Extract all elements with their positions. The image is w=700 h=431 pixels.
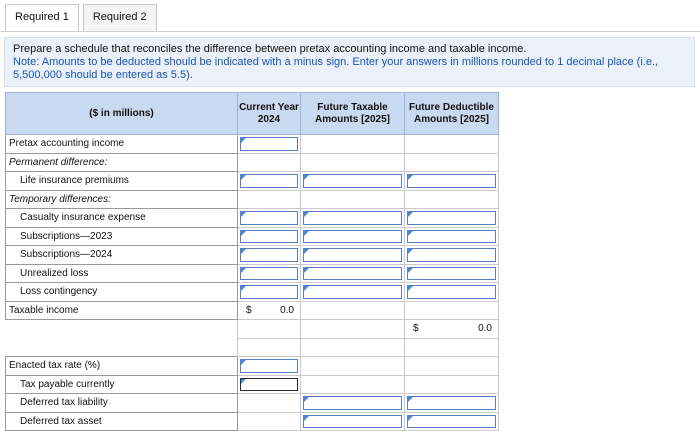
input-dta-taxable[interactable] xyxy=(303,415,402,429)
input-sub2023-taxable[interactable] xyxy=(303,230,402,244)
row-temporary xyxy=(6,190,499,209)
input-unrealized-taxable[interactable] xyxy=(303,267,402,281)
tab-required-2[interactable]: Required 2 xyxy=(83,4,157,31)
input-casualty-taxable[interactable] xyxy=(303,211,402,225)
label-sub2023: Subscriptions—2023 xyxy=(6,227,238,246)
input-payable-current[interactable] xyxy=(240,378,298,392)
label-life: Life insurance premiums xyxy=(6,172,238,191)
input-sub2023-deductible[interactable] xyxy=(407,230,496,244)
input-sub2024-taxable[interactable] xyxy=(303,248,402,262)
input-pretax-current[interactable] xyxy=(240,137,298,151)
input-sub2024-deductible[interactable] xyxy=(407,248,496,262)
row-spacer xyxy=(6,338,499,357)
row-payable xyxy=(6,375,499,394)
input-loss-current[interactable] xyxy=(240,285,298,299)
header-deductible: Future Deductible Amounts [2025] xyxy=(405,93,499,135)
label-temporary: Temporary differences: xyxy=(6,190,238,209)
instructions-note: Note: Amounts to be deducted should be indicated with a minus sign. Enter your answers in millions rounded to 1 decimal place (i.e., 5,500,000 should be entered as 5.5). xyxy=(13,56,659,81)
row-deductible-total xyxy=(6,320,499,339)
row-unrealized xyxy=(6,264,499,283)
label-casualty: Casualty insurance expense xyxy=(6,209,238,228)
header-label: ($ in millions) xyxy=(6,93,238,135)
taxable-income-current-total xyxy=(238,305,300,316)
input-sub2023-current[interactable] xyxy=(240,230,298,244)
label-rate: Enacted tax rate (%) xyxy=(6,357,238,376)
header-current: Current Year 2024 xyxy=(238,93,301,135)
label-sub2024: Subscriptions—2024 xyxy=(6,246,238,265)
input-unrealized-current[interactable] xyxy=(240,267,298,281)
deductible-total xyxy=(405,323,498,334)
row-sub2024 xyxy=(6,246,499,265)
row-loss xyxy=(6,283,499,302)
label-dtl: Deferred tax liability xyxy=(6,394,238,413)
input-casualty-deductible[interactable] xyxy=(407,211,496,225)
row-dta xyxy=(6,412,499,431)
row-permanent xyxy=(6,153,499,172)
reconciliation-schedule xyxy=(5,92,499,431)
currency-symbol: $ xyxy=(246,304,252,316)
input-dtl-taxable[interactable] xyxy=(303,396,402,410)
input-rate-current[interactable] xyxy=(240,359,298,373)
row-rate xyxy=(6,357,499,376)
input-life-taxable[interactable] xyxy=(303,174,402,188)
input-dta-deductible[interactable] xyxy=(407,415,496,429)
label-unrealized: Unrealized loss xyxy=(6,264,238,283)
label-loss: Loss contingency xyxy=(6,283,238,302)
label-permanent: Permanent difference: xyxy=(6,153,238,172)
instructions-panel xyxy=(4,37,695,87)
deductible-total-value: 0.0 xyxy=(478,323,492,335)
instructions-text: Prepare a schedule that reconciles the difference between pretax accounting income and taxable income. xyxy=(13,43,527,55)
input-unrealized-deductible[interactable] xyxy=(407,267,496,281)
taxable-income-value: 0.0 xyxy=(280,304,294,316)
tab-bar xyxy=(5,4,161,31)
row-pretax xyxy=(6,135,499,154)
input-life-deductible[interactable] xyxy=(407,174,496,188)
row-casualty xyxy=(6,209,499,228)
input-loss-taxable[interactable] xyxy=(303,285,402,299)
tab-required-1[interactable]: Required 1 xyxy=(5,4,79,31)
row-dtl xyxy=(6,394,499,413)
label-dta: Deferred tax asset xyxy=(6,412,238,431)
input-life-current[interactable] xyxy=(240,174,298,188)
label-pretax: Pretax accounting income xyxy=(6,135,238,154)
tab-divider xyxy=(0,31,700,32)
label-payable: Tax payable currently xyxy=(6,375,238,394)
input-loss-deductible[interactable] xyxy=(407,285,496,299)
header-taxable: Future Taxable Amounts [2025] xyxy=(301,93,405,135)
label-taxable-income: Taxable income xyxy=(6,301,238,320)
header-row xyxy=(6,93,499,135)
row-sub2023 xyxy=(6,227,499,246)
currency-symbol: $ xyxy=(413,323,419,335)
input-sub2024-current[interactable] xyxy=(240,248,298,262)
input-dtl-deductible[interactable] xyxy=(407,396,496,410)
row-taxable-income xyxy=(6,301,499,320)
input-casualty-current[interactable] xyxy=(240,211,298,225)
row-life xyxy=(6,172,499,191)
